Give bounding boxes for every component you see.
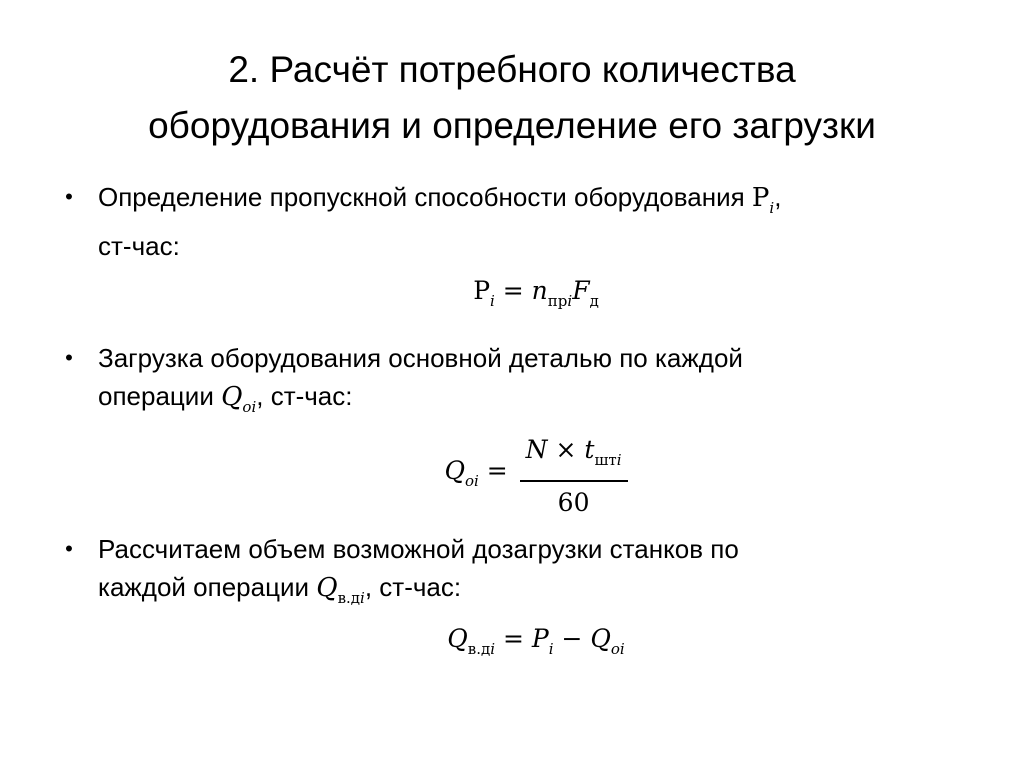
- formula-subscript: oi: [465, 472, 479, 490]
- variable-subscript: [338, 589, 365, 607]
- variable-subscript: oi: [242, 398, 257, 416]
- fraction-denominator: 60: [557, 488, 590, 517]
- formula-times: ×: [547, 435, 585, 464]
- formula-subscript-italic: i: [567, 292, 573, 310]
- formula-lhs: [444, 456, 516, 490]
- bullet-text-line-2: [98, 568, 974, 617]
- formula-symbol: Q: [447, 624, 468, 653]
- bullet-item-load: [54, 339, 974, 520]
- bullet-text: каждой операции: [98, 572, 317, 602]
- variable-symbol: P: [751, 183, 770, 213]
- formula-subscript: [468, 640, 495, 658]
- formula-equals: =: [495, 624, 532, 653]
- formula-subscript: i: [490, 292, 495, 310]
- formula-additional-load: [98, 619, 974, 669]
- formula-subscript-italic: i: [490, 640, 496, 658]
- formula-subscript-plain: в.д: [467, 640, 491, 658]
- formula-subscript-plain: шт: [594, 451, 617, 469]
- formula-symbol: Q: [444, 456, 465, 485]
- bullet-item-additional-load: [54, 530, 974, 669]
- bullet-item-throughput: [54, 178, 974, 321]
- formula-symbol: N: [525, 435, 548, 464]
- formula-subscript: [548, 292, 572, 310]
- bullet-text-line-1: Рассчитаем объем возможной дозагрузки станков по: [98, 534, 739, 564]
- formula-minus: −: [553, 624, 591, 653]
- formula-load: [98, 432, 974, 520]
- formula-subscript-plain: пр: [547, 292, 568, 310]
- formula-symbol: F: [572, 276, 590, 305]
- bullet-text-line-1: [98, 178, 974, 227]
- bullet-text: операции: [98, 381, 222, 411]
- variable-subscript: i: [769, 199, 775, 217]
- variable-subscript-plain: в.д: [337, 589, 361, 607]
- formula-symbol: Q: [590, 624, 611, 653]
- variable-symbol: Q: [221, 382, 243, 412]
- bullet-text: , ст-час:: [256, 381, 353, 411]
- formula-subscript-italic: i: [616, 451, 622, 469]
- formula-equals: =: [494, 276, 532, 305]
- bullet-marker: •: [65, 345, 73, 370]
- title-line-1: 2. Расчёт потребного количества: [228, 49, 796, 90]
- formula-subscript: oi: [610, 640, 625, 658]
- formula-equals: =: [478, 456, 516, 485]
- formula-throughput: [98, 271, 974, 321]
- formula-fraction: [520, 432, 628, 520]
- bullet-marker: •: [65, 536, 73, 561]
- bullet-marker: •: [65, 184, 73, 209]
- formula-subscript: i: [548, 640, 554, 658]
- formula-symbol: P: [531, 624, 549, 653]
- variable-symbol: Q: [316, 573, 338, 603]
- bullet-text: Определение пропускной способности оборудования: [98, 182, 752, 212]
- formula-symbol: P: [473, 276, 491, 305]
- formula-symbol: t: [584, 435, 595, 464]
- formula-subscript: д: [589, 292, 599, 310]
- bullet-list: [54, 178, 974, 669]
- bullet-text-line-2: [98, 377, 974, 426]
- bullet-text: , ст-час:: [364, 572, 462, 602]
- fraction-numerator: [520, 432, 628, 482]
- variable-subscript-italic: i: [360, 589, 365, 607]
- inline-variable: [751, 183, 775, 217]
- formula-symbol: n: [531, 276, 548, 305]
- title-line-2: оборудования и определение его загрузки: [148, 105, 876, 146]
- formula-subscript: [594, 451, 621, 469]
- bullet-text-line-1: Загрузка оборудования основной деталью по каждой: [98, 343, 743, 373]
- bullet-text-line-2: ст-час:: [98, 231, 180, 261]
- bullet-text: ,: [774, 182, 782, 212]
- slide-title: [60, 42, 964, 154]
